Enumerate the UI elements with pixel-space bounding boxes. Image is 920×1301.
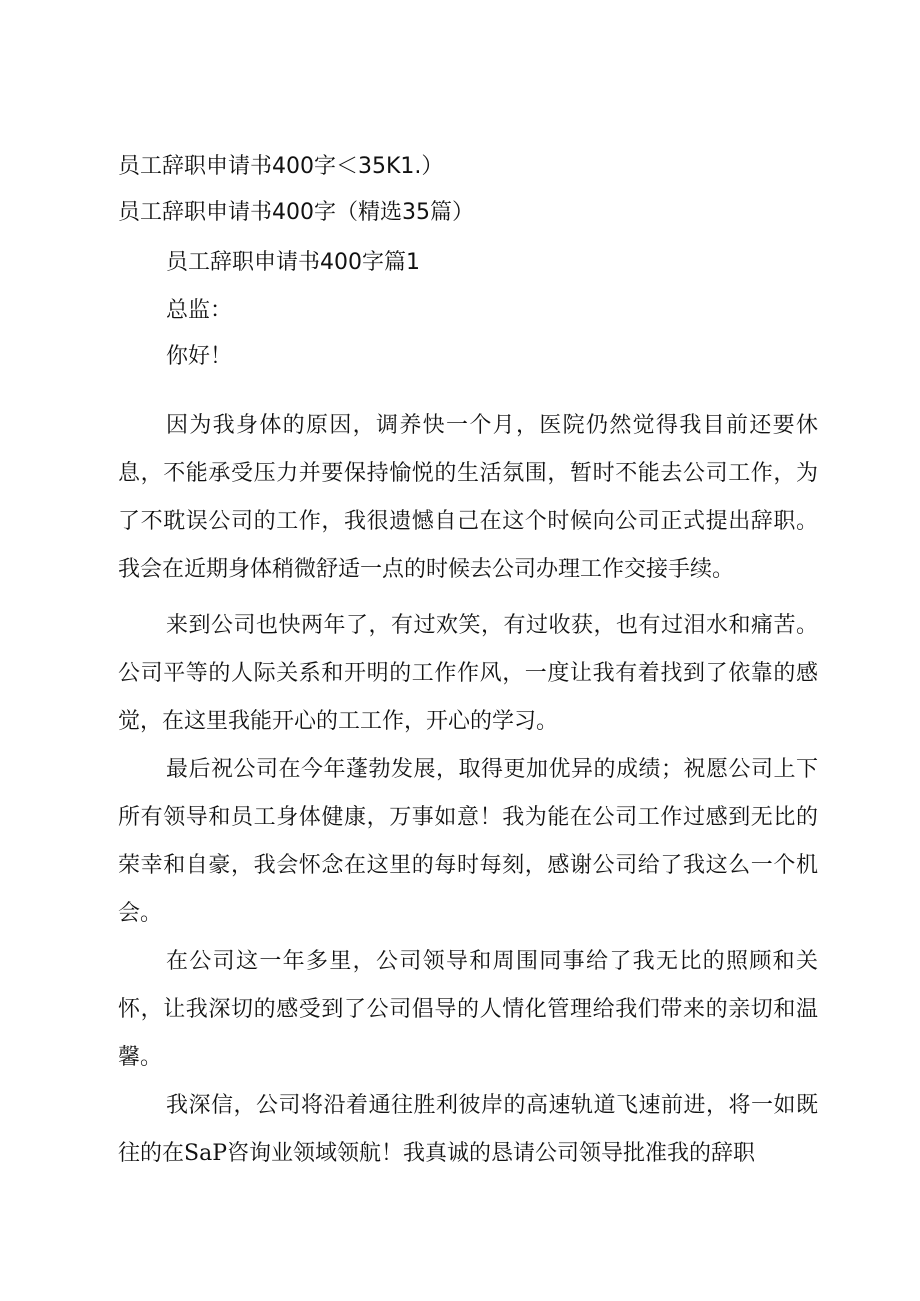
body-paragraph: 我深信，公司将沿着通往胜利彼岸的高速轨道飞速前进，将一如既往的在SaP咨询业领域领航！我真诚的恳请公司领导批准我的辞职 [118,1093,818,1166]
document-title: 员工辞职申请书400字＜35K1.） [118,154,444,179]
body-paragraph: 最后祝公司在今年蓬勃发展，取得更加优异的成绩；祝愿公司上下所有领导和员工身体健康，万事如意！我为能在公司工作过感到无比的荣幸和自豪，我会怀念在这里的每时每刻，感谢公司给了我这么一个机会。 [118,757,818,926]
salutation: 总监： [166,298,233,323]
greeting: 你好！ [166,344,233,369]
body-paragraph: 来到公司也快两年了，有过欢笑，有过收获，也有过泪水和痛苦。公司平等的人际关系和开明的工作作风，一度让我有着找到了依靠的感觉，在这里我能开心的工工作，开心的学习。 [118,613,818,734]
document-subtitle: 员工辞职申请书400字（精选35篇） [118,200,474,225]
body-paragraph: 在公司这一年多里，公司领导和周围同事给了我无比的照顾和关怀，让我深切的感受到了公司倡导的人情化管理给我们带来的亲切和温馨。 [118,949,818,1070]
section-heading: 员工辞职申请书400字篇1 [166,250,420,275]
body-paragraph: 因为我身体的原因，调养快一个月，医院仍然觉得我目前还要休息，不能承受压力并要保持愉悦的生活氛围，暂时不能去公司工作，为了不耽误公司的工作，我很遗憾自己在这个时候向公司正式提出辞职。我会在近期身体稍微舒适一点的时候去公司办理工作交接手续。 [118,413,818,582]
